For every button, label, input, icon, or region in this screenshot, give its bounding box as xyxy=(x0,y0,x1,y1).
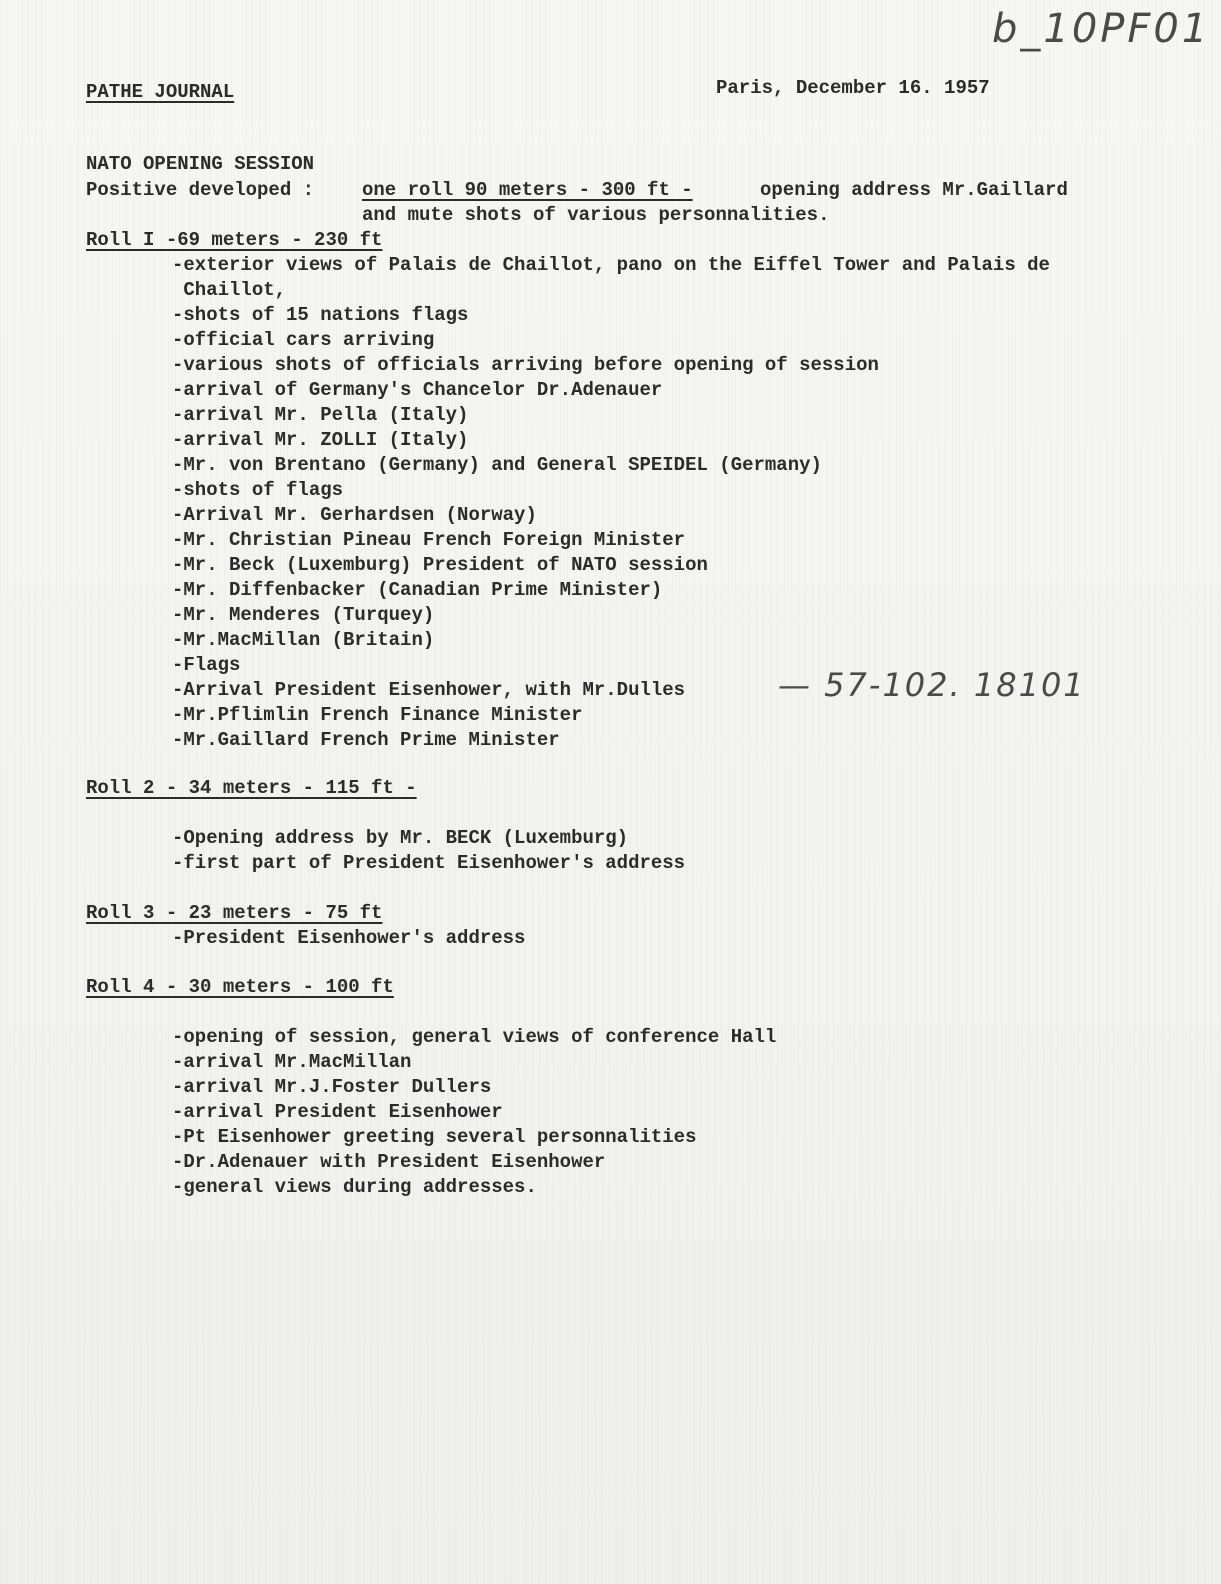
list-item: -arrival of Germany's Chancelor Dr.Adenauer xyxy=(172,379,663,401)
positive-description-line2: and mute shots of various personnalities. xyxy=(362,204,830,226)
list-item: -Pt Eisenhower greeting several personnalities xyxy=(172,1126,697,1148)
list-item: -shots of 15 nations flags xyxy=(172,304,469,326)
list-item: -arrival Mr.MacMillan xyxy=(172,1051,412,1073)
list-item: -Opening address by Mr. BECK (Luxemburg) xyxy=(172,827,629,849)
list-item: -Mr.Pflimlin French Finance Minister xyxy=(172,704,583,726)
list-item: Chaillot, xyxy=(172,279,287,301)
list-item: -Flags xyxy=(172,654,241,676)
list-item: -Mr. Christian Pineau French Foreign Minister xyxy=(172,529,686,551)
positive-description-line1: opening address Mr.Gaillard xyxy=(760,179,1068,201)
session-title: NATO OPENING SESSION xyxy=(86,153,315,175)
list-item: -arrival Mr.J.Foster Dullers xyxy=(172,1076,492,1098)
roll-1-heading: Roll I -69 meters - 230 ft xyxy=(86,229,383,251)
list-item: -general views during addresses. xyxy=(172,1176,537,1198)
document-date: Paris, December 16. 1957 xyxy=(716,77,990,99)
margin-note-handwritten: — 57-102. 18101 xyxy=(778,666,1086,704)
list-item: -Mr. Menderes (Turquey) xyxy=(172,604,435,626)
list-item: -first part of President Eisenhower's address xyxy=(172,852,686,874)
roll-4-heading: Roll 4 - 30 meters - 100 ft xyxy=(86,976,394,998)
list-item: -Arrival Mr. Gerhardsen (Norway) xyxy=(172,504,537,526)
company-name: PATHE JOURNAL xyxy=(86,81,235,103)
list-item: -Dr.Adenauer with President Eisenhower xyxy=(172,1151,606,1173)
list-item: -Mr. Diffenbacker (Canadian Prime Minister) xyxy=(172,579,663,601)
list-item: -Mr. Beck (Luxemburg) President of NATO session xyxy=(172,554,708,576)
list-item: -exterior views of Palais de Chaillot, pano on the Eiffel Tower and Palais de xyxy=(172,254,1050,276)
list-item: -opening of session, general views of conference Hall xyxy=(172,1026,777,1048)
list-item: -Mr. von Brentano (Germany) and General SPEIDEL (Germany) xyxy=(172,454,822,476)
list-item: -Arrival President Eisenhower, with Mr.Dulles xyxy=(172,679,686,701)
archive-id-handwritten: b_10PF01 xyxy=(992,6,1211,52)
positive-label: Positive developed : xyxy=(86,179,315,201)
list-item: -arrival Mr. Pella (Italy) xyxy=(172,404,469,426)
list-item: -President Eisenhower's address xyxy=(172,927,526,949)
list-item: -Mr.Gaillard French Prime Minister xyxy=(172,729,560,751)
list-item: -official cars arriving xyxy=(172,329,435,351)
roll-2-heading: Roll 2 - 34 meters - 115 ft - xyxy=(86,777,417,799)
list-item: -shots of flags xyxy=(172,479,344,501)
list-item: -arrival President Eisenhower xyxy=(172,1101,503,1123)
list-item: -various shots of officials arriving before opening of session xyxy=(172,354,879,376)
positive-roll-info: one roll 90 meters - 300 ft - xyxy=(362,179,693,201)
list-item: -Mr.MacMillan (Britain) xyxy=(172,629,435,651)
roll-3-heading: Roll 3 - 23 meters - 75 ft xyxy=(86,902,383,924)
list-item: -arrival Mr. ZOLLI (Italy) xyxy=(172,429,469,451)
